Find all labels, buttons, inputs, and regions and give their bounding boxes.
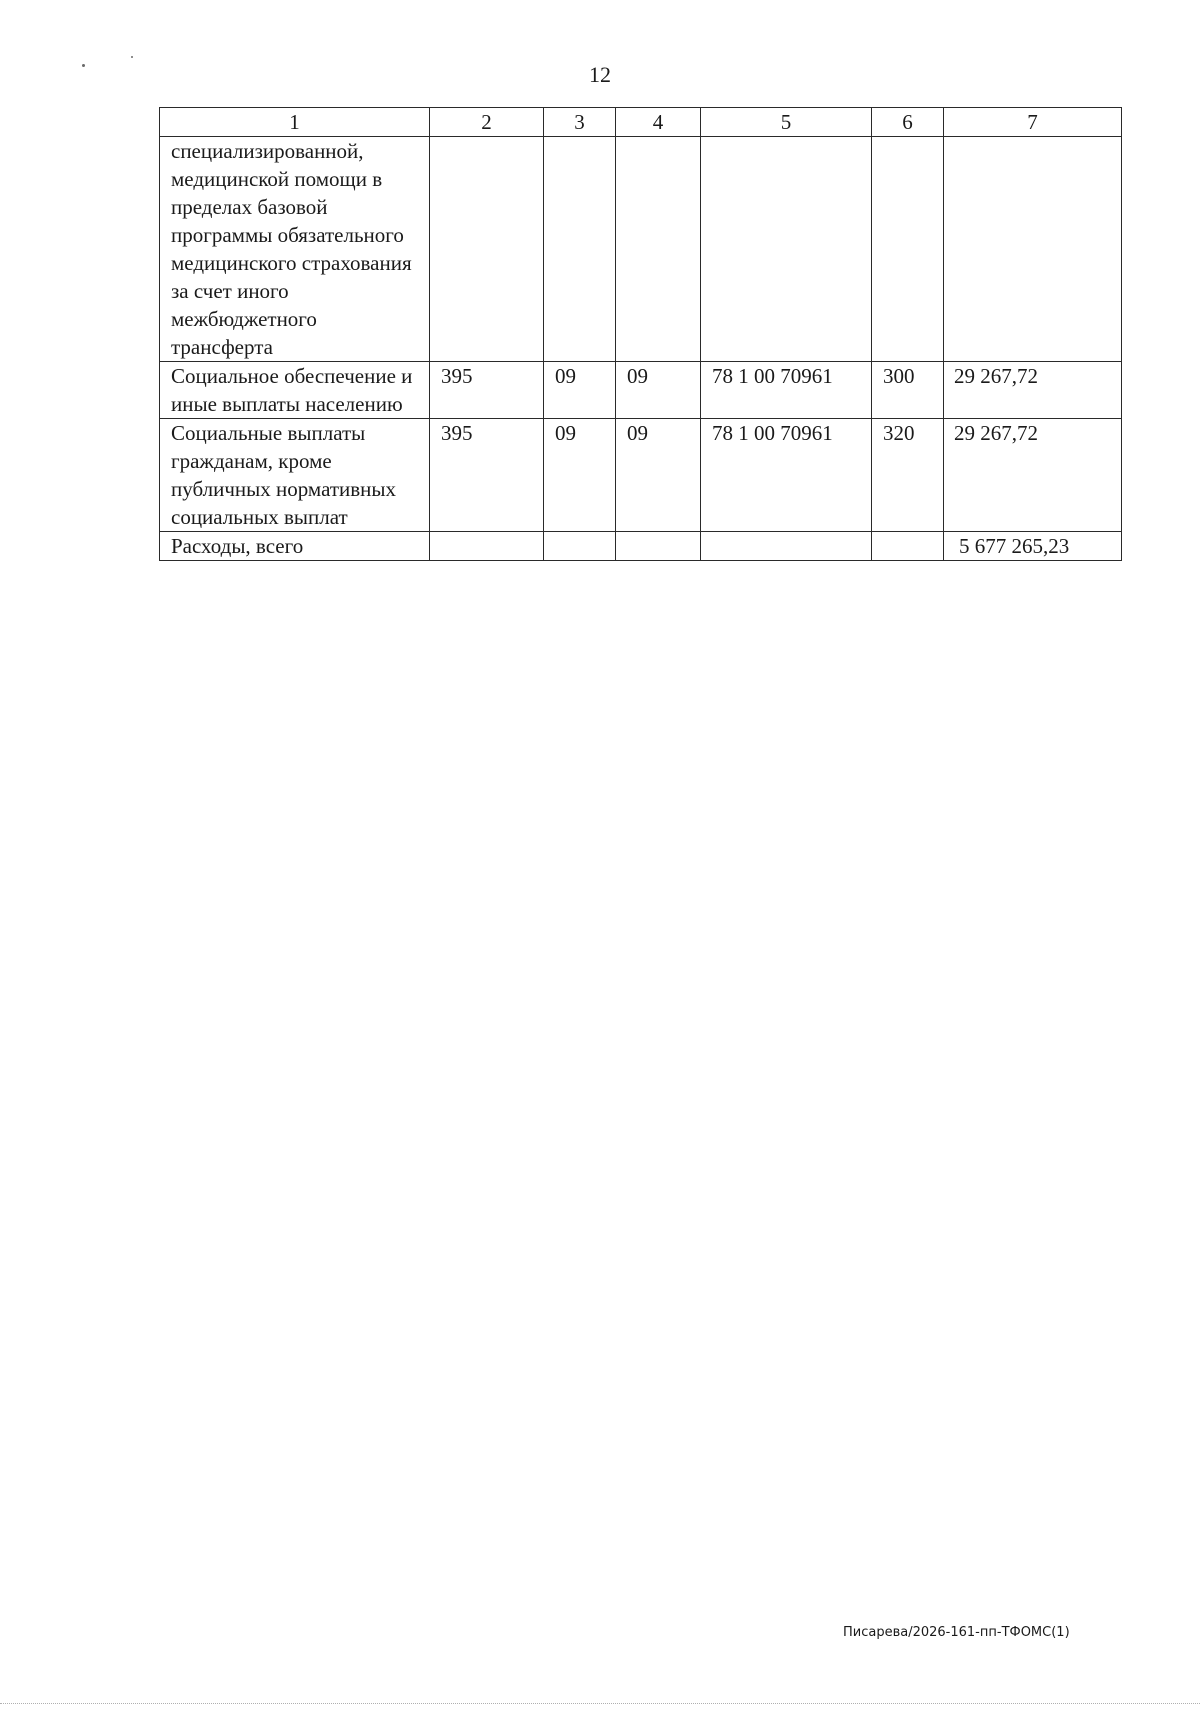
- cell-expense-type: [872, 532, 944, 561]
- cell-subsection: 09: [616, 362, 701, 419]
- column-number-row: [160, 108, 1122, 137]
- cell-chapter: 395: [430, 362, 544, 419]
- cell-expense-type: 320: [872, 419, 944, 532]
- cell-target-article: 78 1 00 70961: [701, 362, 872, 419]
- cell-section: [544, 137, 616, 362]
- column-number: 1: [160, 108, 430, 137]
- cell-subsection: [616, 532, 701, 561]
- row-name: Расходы, всего: [160, 532, 430, 561]
- column-number: 2: [430, 108, 544, 137]
- cell-target-article: [701, 137, 872, 362]
- cell-subsection: [616, 137, 701, 362]
- total-amount: 5 677 265,23: [944, 532, 1122, 561]
- cell-expense-type: [872, 137, 944, 362]
- row-name: Социальные выплаты гражданам, кроме публичных нормативных социальных выплат: [160, 419, 430, 532]
- row-name: Социальное обеспечение и иные выплаты населению: [160, 362, 430, 419]
- column-number: 3: [544, 108, 616, 137]
- cell-chapter: [430, 137, 544, 362]
- table-row: [160, 362, 1122, 419]
- table-row: [160, 137, 1122, 362]
- cell-expense-type: 300: [872, 362, 944, 419]
- cell-chapter: [430, 532, 544, 561]
- cell-subsection: 09: [616, 419, 701, 532]
- cell-section: 09: [544, 419, 616, 532]
- total-row: [160, 532, 1122, 561]
- column-number: 7: [944, 108, 1122, 137]
- column-number: 4: [616, 108, 701, 137]
- cell-target-article: 78 1 00 70961: [701, 419, 872, 532]
- scan-speck: [131, 56, 133, 58]
- footer-signature: Писарева/2026-161-пп-ТФОМС(1): [843, 1625, 1070, 1640]
- cell-section: 09: [544, 362, 616, 419]
- row-name: специализированной, медицинской помощи в пределах базовой программы обязательного медицинского страхования за счет иного межбюджетного трансферта: [160, 137, 430, 362]
- table-row: [160, 419, 1122, 532]
- column-number: 6: [872, 108, 944, 137]
- scan-edge: [0, 1703, 1200, 1704]
- cell-section: [544, 532, 616, 561]
- cell-amount: [944, 137, 1122, 362]
- page-number: 12: [589, 62, 611, 87]
- column-number: 5: [701, 108, 872, 137]
- cell-chapter: 395: [430, 419, 544, 532]
- cell-amount: 29 267,72: [944, 419, 1122, 532]
- budget-table: [159, 107, 1122, 561]
- cell-amount: 29 267,72: [944, 362, 1122, 419]
- cell-target-article: [701, 532, 872, 561]
